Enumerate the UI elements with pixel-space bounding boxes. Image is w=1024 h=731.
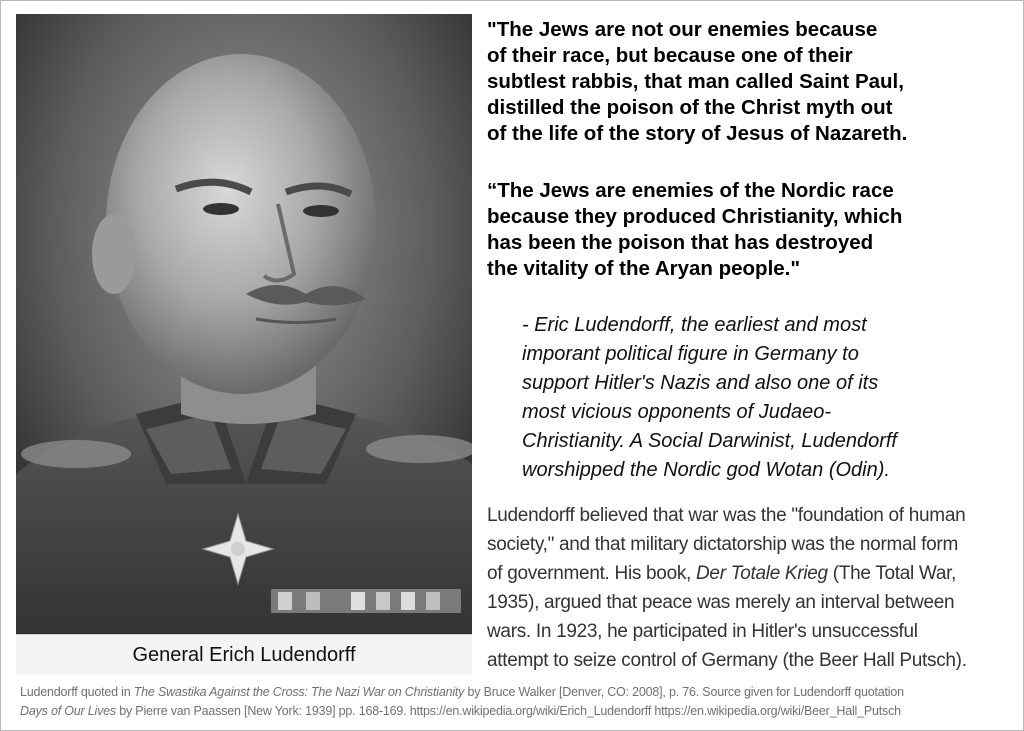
portrait-photo [16,14,472,634]
footnote-book2: Days of Our Lives [20,704,116,718]
quote-first: "The Jews are not our enemies because of their race, but because one of their subtlest rabbis, that man called Saint Paul, distilled the poison of the Christ myth out of the life of the story of Jesus of Nazareth. [487,18,908,145]
footnote-book1: The Swastika Against the Cross: The Nazi War on Christianity [133,685,465,699]
body-paragraph [487,501,1017,675]
footnote-part1: Ludendorff quoted in [20,685,134,699]
photo-caption-box [16,634,472,675]
photo-caption: General Erich Ludendorff [132,643,356,666]
body-text-part2: (The Total War, 1935), argued that peace was merely an interval between wars. In 1923, he participated in Hitler's unsuccessful attempt to seize control of Germany (the Beer Hall Putsch). [487,563,967,671]
source-footnote [20,683,1010,721]
body-text-part1: Ludendorff believed that war was the "foundation of human society," and that military dictatorship was the normal form of government. His book, [487,505,966,584]
body-book-title: Der Totale Krieg [696,563,828,584]
quote-second: “The Jews are enemies of the Nordic race because they produced Christianity, which has been the poison that has destroyed the vitality of the Aryan people." [487,179,903,280]
footnote-part2: by Bruce Walker [Denver, CO: 2008], p. 76. Source given for Ludendorff quotation [467,685,904,699]
footnote-part3: by Pierre van Paassen [New York: 1939] pp. 168-169. https://en.wikipedia.org/wiki/Erich_Ludendorff https://en.wikipedia.org/wiki/Beer_Hall_Putsch [115,704,901,718]
portrait-illustration [16,14,472,634]
quote-attribution: - Eric Ludendorff, the earliest and most imporant political figure in Germany to support Hitler's Nazis and also one of its most vicious opponents of Judaeo- Christianity. A Social Darwinist, Ludendorff worshipped the Nordic god Wotan (Odin). [522,314,897,481]
